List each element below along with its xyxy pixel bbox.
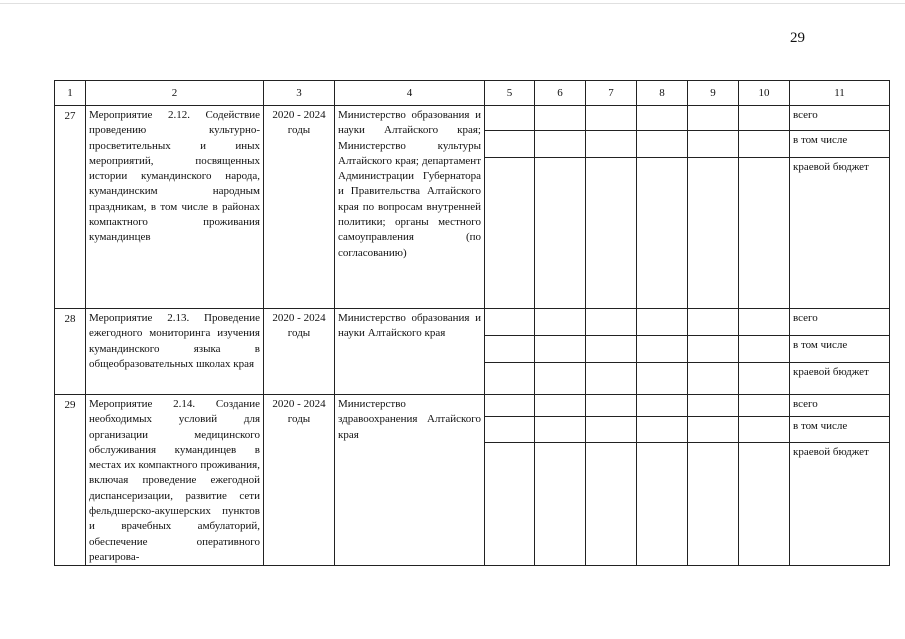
finance-regional: краевой бюджет [790, 363, 890, 395]
table-header-row [55, 81, 890, 106]
value-cell [586, 363, 637, 395]
period: 2020 - 2024 годы [264, 395, 335, 566]
value-cell [485, 158, 535, 309]
value-cell [637, 336, 688, 363]
value-cell [637, 158, 688, 309]
value-cell [739, 363, 790, 395]
finance-including: в том числе [790, 417, 890, 443]
header-cell: 5 [485, 81, 535, 106]
header-cell: 7 [586, 81, 637, 106]
value-cell [485, 106, 535, 131]
value-cell [739, 443, 790, 566]
value-cell [637, 106, 688, 131]
value-cell [586, 395, 637, 417]
finance-including: в том числе [790, 336, 890, 363]
value-cell [485, 443, 535, 566]
finance-total: всего [790, 395, 890, 417]
value-cell [739, 106, 790, 131]
value-cell [535, 395, 586, 417]
value-cell [739, 336, 790, 363]
period: 2020 - 2024 годы [264, 309, 335, 395]
value-cell [637, 443, 688, 566]
table-row [55, 395, 890, 417]
header-cell: 6 [535, 81, 586, 106]
header-cell: 11 [790, 81, 890, 106]
program-table [54, 80, 890, 566]
header-cell: 8 [637, 81, 688, 106]
value-cell [485, 131, 535, 158]
value-cell [739, 309, 790, 336]
finance-regional: краевой бюджет [790, 443, 890, 566]
value-cell [688, 363, 739, 395]
row-number: 29 [55, 395, 86, 566]
value-cell [637, 309, 688, 336]
page-number: 29 [790, 30, 805, 46]
value-cell [688, 443, 739, 566]
value-cell [535, 309, 586, 336]
table-row [55, 309, 890, 336]
header-cell: 3 [264, 81, 335, 106]
value-cell [485, 395, 535, 417]
value-cell [637, 131, 688, 158]
value-cell [739, 131, 790, 158]
finance-total: всего [790, 106, 890, 131]
value-cell [535, 336, 586, 363]
value-cell [485, 336, 535, 363]
value-cell [688, 106, 739, 131]
value-cell [688, 309, 739, 336]
row-number: 28 [55, 309, 86, 395]
value-cell [586, 336, 637, 363]
value-cell [739, 158, 790, 309]
header-cell: 2 [86, 81, 264, 106]
value-cell [586, 131, 637, 158]
value-cell [739, 395, 790, 417]
header-cell: 10 [739, 81, 790, 106]
period: 2020 - 2024 годы [264, 106, 335, 309]
value-cell [586, 417, 637, 443]
table-row [55, 106, 890, 131]
value-cell [535, 158, 586, 309]
executor: Министерство образования и науки Алтайского края; Министерство культуры Алтайского края; департамент Администрации Губернатора и Правительства Алтайского края по вопросам внутренней политики; органы местного самоуправления (по согласованию) [335, 106, 485, 309]
value-cell [688, 131, 739, 158]
row-number: 27 [55, 106, 86, 309]
finance-including: в том числе [790, 131, 890, 158]
value-cell [485, 417, 535, 443]
value-cell [637, 363, 688, 395]
header-cell: 4 [335, 81, 485, 106]
value-cell [637, 395, 688, 417]
scan-edge-line [0, 3, 905, 4]
measure-text: Мероприятие 2.12. Содействие проведению культурно-просветительных и иных мероприятий, посвященных истории кумандинского народа, кумандинским народным праздникам, в том числе в районах компактного проживания кумандинцев [86, 106, 264, 309]
finance-total: всего [790, 309, 890, 336]
value-cell [637, 417, 688, 443]
value-cell [688, 158, 739, 309]
value-cell [586, 158, 637, 309]
value-cell [535, 363, 586, 395]
value-cell [586, 443, 637, 566]
value-cell [586, 309, 637, 336]
value-cell [688, 395, 739, 417]
value-cell [688, 417, 739, 443]
header-cell: 1 [55, 81, 86, 106]
measure-text: Мероприятие 2.14. Создание необходимых условий для организации медицинского обслуживания кумандинцев в местах их компактного проживания, включая проведение ежегодной диспансеризации, развитие сети фельдшерско-акушерских пунктов и врачебных амбулаторий, обеспечение оперативного реагирова- [86, 395, 264, 566]
value-cell [739, 417, 790, 443]
value-cell [535, 443, 586, 566]
value-cell [535, 106, 586, 131]
value-cell [535, 131, 586, 158]
finance-regional: краевой бюджет [790, 158, 890, 309]
executor: Министерство образования и науки Алтайского края [335, 309, 485, 395]
measure-text: Мероприятие 2.13. Проведение ежегодного мониторинга изучения кумандинского языка в общеобразовательных школах края [86, 309, 264, 395]
value-cell [485, 363, 535, 395]
value-cell [688, 336, 739, 363]
executor: Министерство здравоохранения Алтайского края [335, 395, 485, 566]
value-cell [485, 309, 535, 336]
value-cell [535, 417, 586, 443]
value-cell [586, 106, 637, 131]
header-cell: 9 [688, 81, 739, 106]
